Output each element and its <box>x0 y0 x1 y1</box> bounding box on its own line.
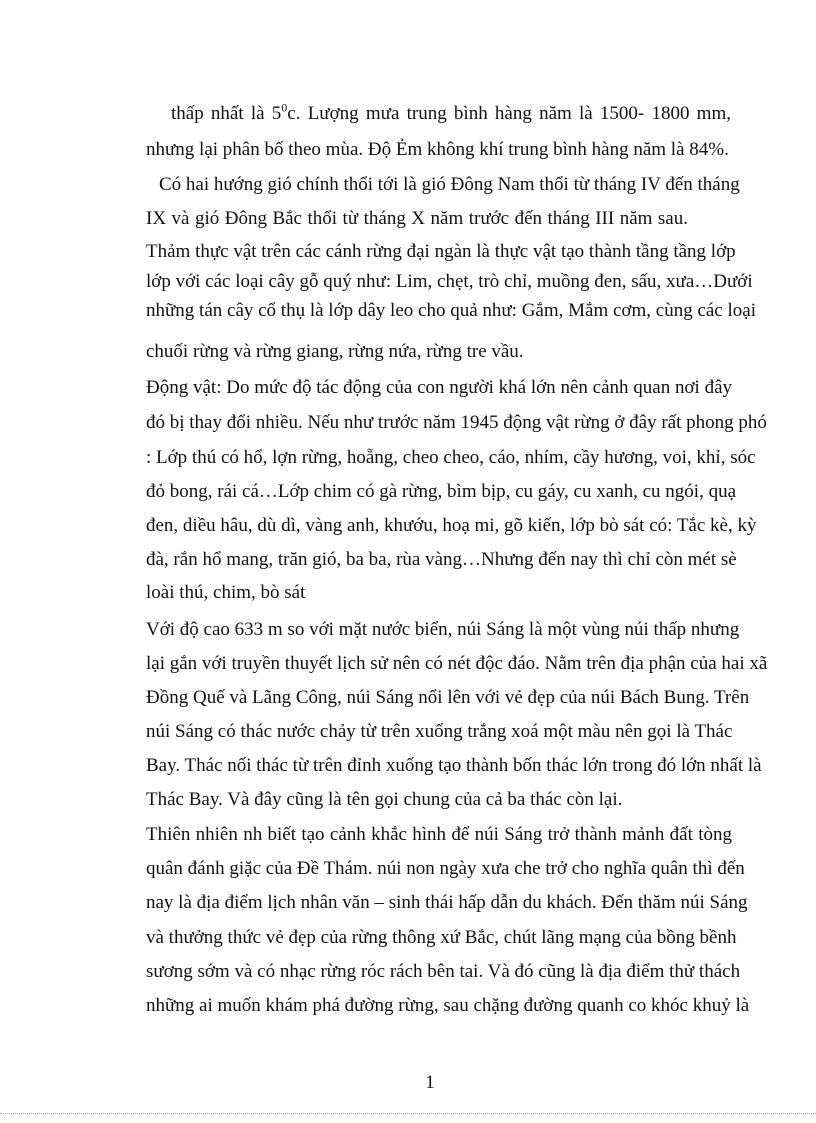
page-bottom-edge <box>0 1113 816 1114</box>
text-line: đen, diều hâu, dù dì, vàng anh, khướu, hoạ mi, gõ kiến, lớp bò sát có: Tắc kè, kỳ <box>146 515 757 536</box>
text-line: quân đánh giặc của Đề Thám. núi non ngày xưa che trở cho nghĩa quân thì đến <box>146 858 745 879</box>
page-number: 1 <box>425 1072 435 1093</box>
text-line: sương sớm và có nhạc rừng róc rách bên tai. Và đó cũng là địa điểm thử thách <box>146 961 741 982</box>
text-line: Thiên nhiên nh biết tạo cảnh khắc hình để núi Sáng trở thành mảnh đất tòng <box>146 824 732 845</box>
text-line: những ai muốn khám phá đường rừng, sau chặng đường quanh co khóc khuỷ là <box>146 995 750 1016</box>
text-line: những tán cây cổ thụ là lớp dây leo cho quả như: Gắm, Mắm cơm, cùng các loại <box>146 300 756 321</box>
text-line: IX và gió Đông Bắc thổi từ tháng X năm trước đến tháng III năm sau. <box>146 208 688 229</box>
text-line: Bay. Thác nối thác từ trên đỉnh xuống tạo thành bốn thác lớn trong đó lớn nhất là <box>146 755 762 776</box>
text-line: : Lớp thú có hổ, lợn rừng, hoẵng, cheo cheo, cáo, nhím, cầy hương, voi, khỉ, sóc <box>146 447 756 468</box>
text-line: lại gắn với truyền thuyết lịch sử nên có nét độc đáo. Nằm trên địa phận của hai xã <box>146 653 768 674</box>
text-line: núi Sáng có thác nước chảy từ trên xuống trắng xoá một màu nên gọi là Thác <box>146 721 733 742</box>
text-line: nhưng lại phân bố theo mùa. Độ Ẻm không khí trung bình hàng năm là 84%. <box>146 139 729 160</box>
text-line: Thác Bay. Và đây cũng là tên gọi chung của cả ba thác còn lại. <box>146 789 623 810</box>
text-line: và thưởng thức vẻ đẹp của rừng thông xứ Bắc, chút lãng mạng của bồng bềnh <box>146 927 737 948</box>
text-line: Thảm thực vật trên các cánh rừng đại ngàn là thực vật tạo thành tầng tầng lớp <box>146 241 736 262</box>
text-line: đà, rắn hổ mang, trăn gió, ba ba, rùa vàng…Nhưng đến nay thì chỉ còn mét sè <box>146 549 737 570</box>
text-line: thấp nhất là $5^0c$. Lượng mưa trung bình hàng năm là 1500- 1800 mm, <box>171 100 731 124</box>
text-line: Động vật: Do mức độ tác động của con người khá lớn nên cảnh quan nơi đây <box>146 377 732 398</box>
text-line: chuối rừng và rừng giang, rừng nứa, rừng tre vầu. <box>146 341 524 362</box>
text-line: đó bị thay đổi nhiều. Nếu như trước năm 1945 động vật rừng ở đây rất phong phó <box>146 412 767 433</box>
text-line: Với độ cao 633 m so với mặt nước biển, núi Sáng là một vùng núi thấp nhưng <box>146 619 740 640</box>
text-line: đỏ bong, rái cá…Lớp chim có gà rừng, bìm bịp, cu gáy, cu xanh, cu ngói, quạ <box>146 481 737 502</box>
text-line: Đồng Quế và Lãng Công, núi Sáng nổi lên với vẻ đẹp của núi Bách Bung. Trên <box>146 687 750 708</box>
text-line: Có hai hướng gió chính thổi tới là gió Đông Nam thổi từ tháng IV đến tháng <box>159 174 740 195</box>
text-line: nay là địa điểm lịch nhân văn – sinh thái hấp dẫn du khách. Đến thăm núi Sáng <box>146 892 748 913</box>
text-line: loài thú, chim, bò sát <box>146 582 306 603</box>
text-line: lớp với các loại cây gỗ quý như: Lim, chẹt, trò chỉ, muồng đen, sấu, xưa…Dưới <box>146 271 753 292</box>
